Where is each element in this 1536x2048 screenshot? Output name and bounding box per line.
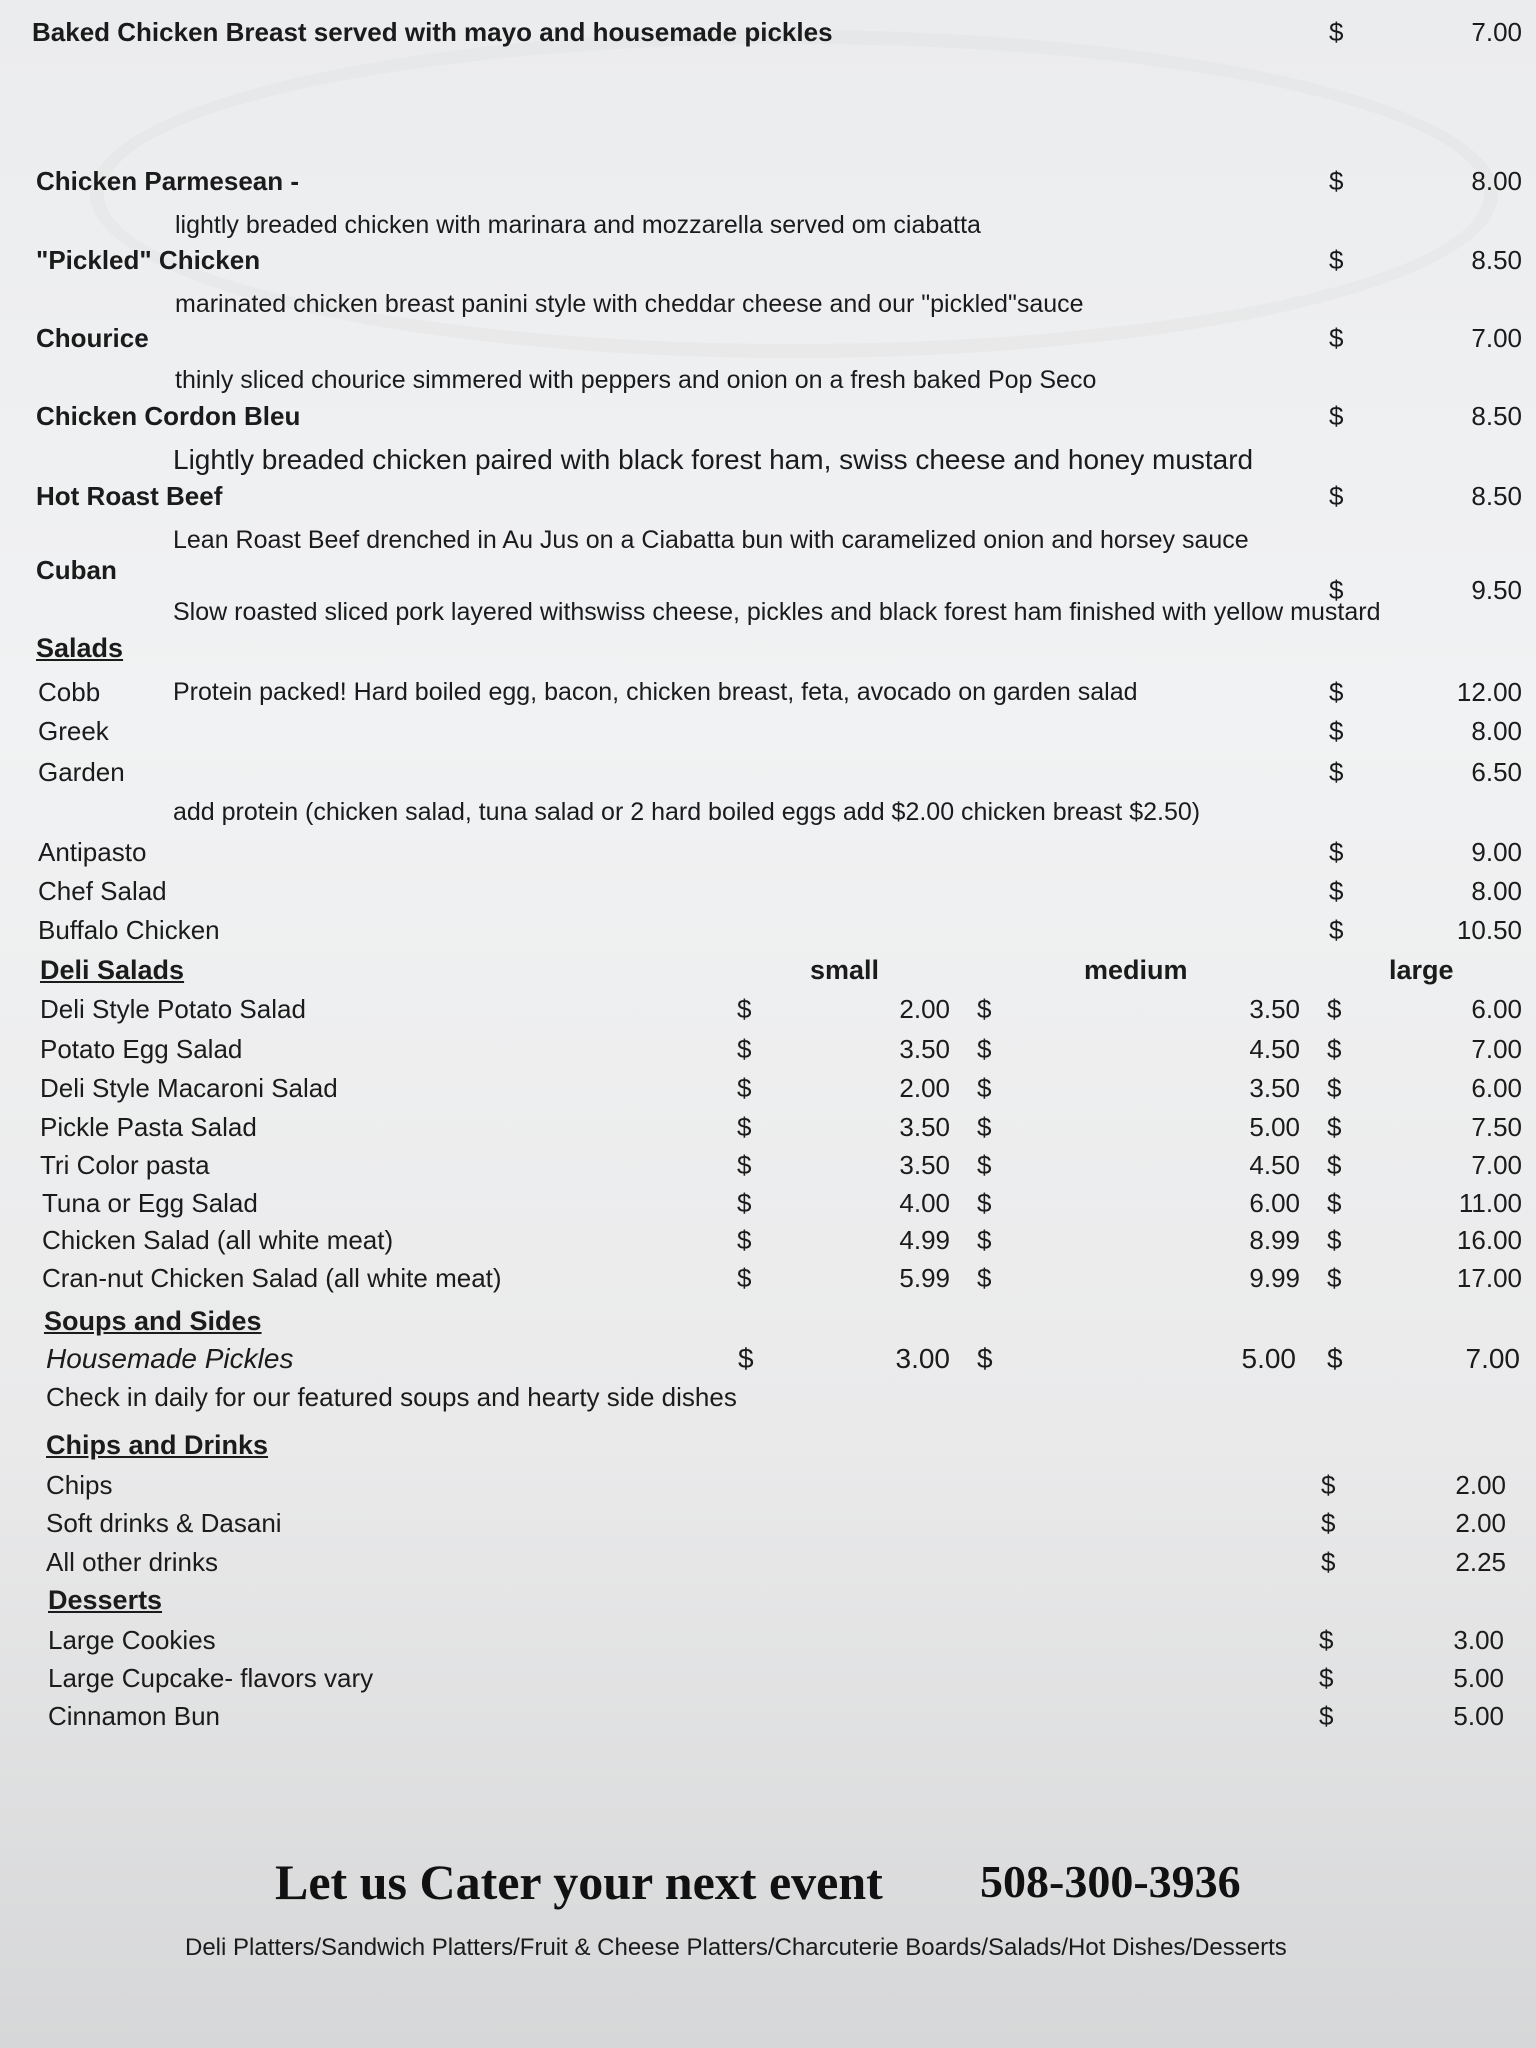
soups-note: Check in daily for our featured soups and hearty side dishes <box>46 1382 737 1412</box>
deli-salad-row <box>0 1258 1536 1298</box>
catering-headline: Let us Cater your next event <box>275 1854 883 1910</box>
menu-item <box>0 240 1536 280</box>
dollar-sign: $ <box>1327 1343 1343 1374</box>
item-name: Tuna or Egg Salad <box>42 1188 258 1218</box>
item-price: 7.00 <box>1471 323 1522 353</box>
price-large: 7.00 <box>1465 1343 1520 1374</box>
dollar-sign: $ <box>1327 1034 1342 1064</box>
menu-item <box>0 672 1536 712</box>
dollar-sign: $ <box>1329 876 1344 906</box>
dollar-sign: $ <box>1329 481 1344 511</box>
deli-salad-row <box>0 989 1536 1029</box>
item-name: Pickle Pasta Salad <box>40 1112 257 1142</box>
dollar-sign: $ <box>737 1034 752 1064</box>
price-medium: 5.00 <box>1249 1112 1300 1142</box>
price-small: 3.50 <box>899 1112 950 1142</box>
menu-item <box>0 1620 1536 1660</box>
dollar-sign: $ <box>1319 1701 1334 1731</box>
dollar-sign: $ <box>977 1343 993 1374</box>
item-description: marinated chicken breast panini style with cheddar cheese and our "pickled"sauce <box>175 290 1084 318</box>
dollar-sign: $ <box>1329 401 1344 431</box>
item-description: thinly sliced chourice simmered with peppers and onion on a fresh baked Pop Seco <box>175 366 1097 394</box>
item-price: 8.00 <box>1471 166 1522 196</box>
dollar-sign: $ <box>1329 575 1344 605</box>
item-name: Hot Roast Beef <box>36 481 223 511</box>
item-name: Potato Egg Salad <box>40 1034 243 1064</box>
item-price: 9.00 <box>1471 837 1522 867</box>
dollar-sign: $ <box>737 1263 752 1293</box>
menu-item <box>0 1696 1536 1736</box>
menu-item <box>0 1658 1536 1698</box>
section-title-soups: Soups and Sides <box>44 1306 262 1336</box>
dollar-sign: $ <box>737 1112 752 1142</box>
menu-item <box>0 550 1536 605</box>
section-title-chips-drinks: Chips and Drinks <box>46 1430 269 1460</box>
item-name: Cuban <box>36 555 117 585</box>
note-row <box>0 1377 1536 1417</box>
deli-salad-row <box>0 1068 1536 1108</box>
price-large: 17.00 <box>1456 1263 1522 1293</box>
dollar-sign: $ <box>1319 1663 1334 1693</box>
section-heading-row <box>0 1425 1536 1465</box>
dollar-sign: $ <box>1321 1470 1336 1500</box>
item-price: 9.50 <box>1471 575 1522 605</box>
menu-item <box>0 161 1536 201</box>
menu-item <box>0 318 1536 358</box>
price-large: 6.00 <box>1471 994 1522 1024</box>
section-heading-row <box>0 1580 1536 1620</box>
price-large: 7.50 <box>1471 1112 1522 1142</box>
deli-salad-row <box>0 1029 1536 1069</box>
item-price: 12.00 <box>1456 677 1522 707</box>
item-name: Chicken Salad (all white meat) <box>42 1225 394 1255</box>
price-medium: 6.00 <box>1249 1188 1300 1218</box>
dollar-sign: $ <box>977 1034 992 1064</box>
item-name: Chicken Parmesean - <box>36 166 300 196</box>
dollar-sign: $ <box>1327 1225 1342 1255</box>
item-name: Tri Color pasta <box>40 1150 210 1180</box>
menu-item <box>0 711 1536 751</box>
dollar-sign: $ <box>1327 1263 1342 1293</box>
menu-item <box>0 476 1536 516</box>
menu-item <box>0 1465 1536 1505</box>
item-description: Lean Roast Beef drenched in Au Jus on a Ciabatta bun with caramelized onion and horsey sauce <box>173 526 1249 554</box>
item-name: "Pickled" Chicken <box>36 245 261 275</box>
item-description-row <box>0 205 1536 245</box>
dollar-sign: $ <box>737 1150 752 1180</box>
item-price: 6.50 <box>1471 757 1522 787</box>
dollar-sign: $ <box>1321 1547 1336 1577</box>
deli-salad-row <box>0 1220 1536 1260</box>
price-large: 11.00 <box>1458 1188 1522 1218</box>
menu-item <box>0 1339 1536 1379</box>
item-description-row <box>0 440 1536 480</box>
item-description-row <box>0 592 1536 632</box>
price-small: 4.00 <box>899 1188 950 1218</box>
item-description: lightly breaded chicken with marinara and mozzarella served om ciabatta <box>175 211 981 239</box>
dollar-sign: $ <box>1321 1508 1336 1538</box>
addon-note: add protein (chicken salad, tuna salad or 2 hard boiled eggs add $2.00 chicken breast $2.50) <box>173 798 1201 826</box>
item-name: Soft drinks & Dasani <box>46 1508 282 1538</box>
column-header-large: large <box>1389 955 1454 985</box>
item-price: 10.50 <box>1456 915 1522 945</box>
dollar-sign: $ <box>1327 1112 1342 1142</box>
dollar-sign: $ <box>1329 677 1344 707</box>
section-title-salads: Salads <box>36 633 124 663</box>
item-price: 5.00 <box>1453 1701 1504 1731</box>
price-medium: 3.50 <box>1249 1073 1300 1103</box>
dollar-sign: $ <box>1329 17 1344 47</box>
item-description-row <box>0 792 1536 832</box>
dollar-sign: $ <box>1329 245 1344 275</box>
dollar-sign: $ <box>1327 1073 1342 1103</box>
dollar-sign: $ <box>737 1225 752 1255</box>
dollar-sign: $ <box>1319 1625 1334 1655</box>
dollar-sign: $ <box>1329 166 1344 196</box>
item-price: 8.00 <box>1471 876 1522 906</box>
catering-offerings: Deli Platters/Sandwich Platters/Fruit & Cheese Platters/Charcuterie Boards/Salads/Hot Dishes/Desserts <box>185 1934 1287 1961</box>
dollar-sign: $ <box>1329 837 1344 867</box>
item-name: Cinnamon Bun <box>48 1701 220 1731</box>
menu-item <box>0 910 1536 950</box>
price-large: 7.00 <box>1471 1150 1522 1180</box>
deli-salad-row <box>0 1183 1536 1223</box>
dollar-sign: $ <box>977 1112 992 1142</box>
item-name: Deli Style Potato Salad <box>40 994 306 1024</box>
price-small: 5.99 <box>899 1263 950 1293</box>
price-medium: 4.50 <box>1249 1034 1300 1064</box>
item-price: 7.00 <box>1471 17 1522 47</box>
item-price: 3.00 <box>1453 1625 1504 1655</box>
dollar-sign: $ <box>977 1073 992 1103</box>
price-medium: 5.00 <box>1241 1343 1296 1374</box>
menu-item <box>0 832 1536 872</box>
item-price: 2.25 <box>1455 1547 1506 1577</box>
price-small: 3.00 <box>895 1343 950 1374</box>
dollar-sign: $ <box>737 994 752 1024</box>
price-small: 4.99 <box>899 1225 950 1255</box>
catering-phone: 508-300-3936 <box>980 1856 1241 1907</box>
menu-item <box>0 12 1536 52</box>
item-name: All other drinks <box>46 1547 218 1577</box>
item-name: Buffalo Chicken <box>38 915 220 945</box>
dollar-sign: $ <box>738 1343 754 1374</box>
item-name: Large Cookies <box>48 1625 216 1655</box>
item-name: Chicken Cordon Bleu <box>36 401 301 431</box>
price-small: 3.50 <box>899 1034 950 1064</box>
dollar-sign: $ <box>1327 1188 1342 1218</box>
item-price: 5.00 <box>1453 1663 1504 1693</box>
deli-salad-row <box>0 1107 1536 1147</box>
price-large: 16.00 <box>1456 1225 1522 1255</box>
item-description: Protein packed! Hard boiled egg, bacon, chicken breast, feta, avocado on garden salad <box>173 678 1138 706</box>
dollar-sign: $ <box>1329 716 1344 746</box>
menu-item <box>0 752 1536 792</box>
deli-salad-row <box>0 1145 1536 1185</box>
price-small: 2.00 <box>899 994 950 1024</box>
price-small: 3.50 <box>899 1150 950 1180</box>
section-title-desserts: Desserts <box>48 1585 163 1615</box>
item-name: Chef Salad <box>38 876 167 906</box>
dollar-sign: $ <box>1329 757 1344 787</box>
price-small: 2.00 <box>899 1073 950 1103</box>
section-title-deli-salads: Deli Salads <box>40 955 185 985</box>
section-heading-row <box>0 950 1536 990</box>
menu-item <box>0 1503 1536 1543</box>
item-description: Lightly breaded chicken paired with black forest ham, swiss cheese and honey mustard <box>173 444 1254 475</box>
column-header-medium: medium <box>1084 955 1188 985</box>
dollar-sign: $ <box>977 1263 992 1293</box>
price-medium: 9.99 <box>1249 1263 1300 1293</box>
dollar-sign: $ <box>977 994 992 1024</box>
dollar-sign: $ <box>977 1188 992 1218</box>
item-name: Chips <box>46 1470 113 1500</box>
item-name: Cobb <box>38 677 101 707</box>
section-heading-row <box>0 1301 1536 1341</box>
price-medium: 8.99 <box>1249 1225 1300 1255</box>
dollar-sign: $ <box>737 1073 752 1103</box>
section-heading-row <box>0 628 1536 668</box>
menu-item <box>0 396 1536 436</box>
item-name: Large Cupcake- flavors vary <box>48 1663 374 1693</box>
item-name: Housemade Pickles <box>46 1343 294 1374</box>
dollar-sign: $ <box>1329 915 1344 945</box>
item-name: Cran-nut Chicken Salad (all white meat) <box>42 1263 502 1293</box>
item-name: Antipasto <box>38 837 147 867</box>
dollar-sign: $ <box>977 1225 992 1255</box>
dollar-sign: $ <box>1329 323 1344 353</box>
item-name: Baked Chicken Breast served with mayo and housemade pickles <box>32 17 833 47</box>
price-medium: 4.50 <box>1249 1150 1300 1180</box>
dollar-sign: $ <box>1327 994 1342 1024</box>
item-name: Garden <box>38 757 125 787</box>
menu-item <box>0 871 1536 911</box>
dollar-sign: $ <box>737 1188 752 1218</box>
item-price: 2.00 <box>1455 1508 1506 1538</box>
item-name: Greek <box>38 716 109 746</box>
item-price: 8.50 <box>1471 401 1522 431</box>
dollar-sign: $ <box>977 1150 992 1180</box>
menu-item <box>0 1542 1536 1582</box>
price-large: 6.00 <box>1471 1073 1522 1103</box>
item-price: 8.00 <box>1471 716 1522 746</box>
item-price: 2.00 <box>1455 1470 1506 1500</box>
item-name: Deli Style Macaroni Salad <box>40 1073 338 1103</box>
item-name: Chourice <box>36 323 149 353</box>
item-price: 8.50 <box>1471 245 1522 275</box>
item-description: Slow roasted sliced pork layered withswiss cheese, pickles and black forest ham finished with yellow mustard <box>173 598 1381 626</box>
item-description-row <box>0 360 1536 400</box>
column-header-small: small <box>810 955 880 985</box>
dollar-sign: $ <box>1327 1150 1342 1180</box>
price-large: 7.00 <box>1471 1034 1522 1064</box>
item-price: 8.50 <box>1471 481 1522 511</box>
price-medium: 3.50 <box>1249 994 1300 1024</box>
